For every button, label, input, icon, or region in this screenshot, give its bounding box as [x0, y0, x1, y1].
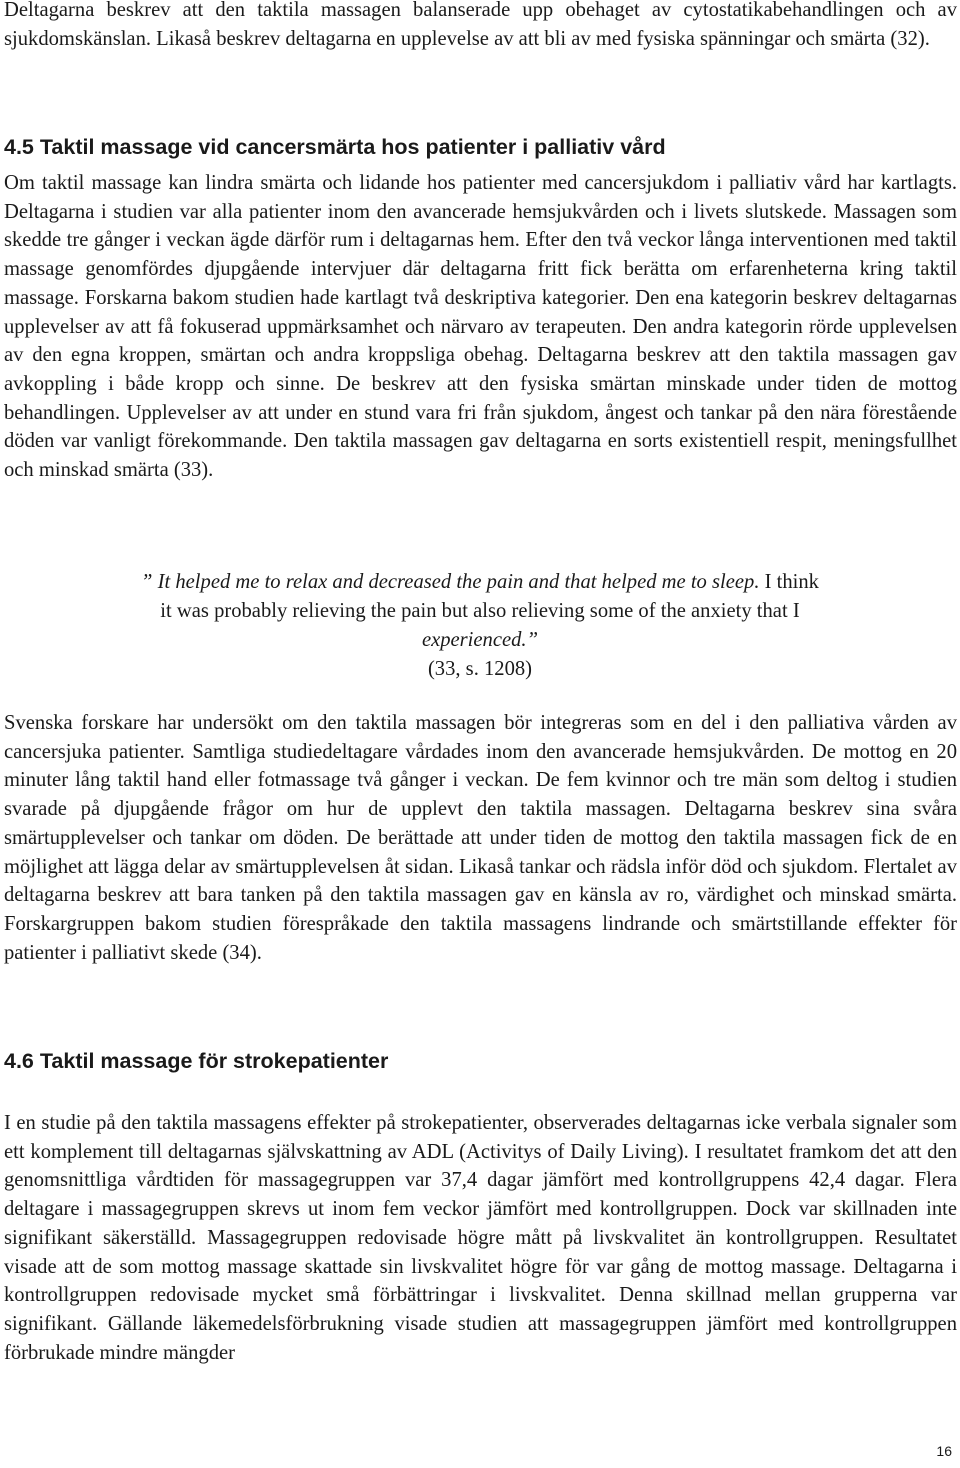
- quote-block: [0, 568, 960, 684]
- heading-4-5: 4.5 Taktil massage vid cancersmärta hos patienter i palliativ vård: [4, 135, 666, 159]
- quote-line-1: [0, 568, 960, 597]
- page-number: 16: [936, 1443, 952, 1459]
- quote-open-mark: ”: [141, 571, 153, 593]
- paragraph-section-4-5: Om taktil massage kan lindra smärta och lidande hos patienter med cancersjukdom i palliativ vård har kartlagts. Deltagarna i studien var alla patienter inom den avancerade hemsjukvården och i livets slutskede. Massagen som skedde tre gånger i veckan ägde därför rum i deltagarnas hem. Efter den två veckor långa interventionen med taktil massage genomfördes djupgående intervjuer där deltagarna fritt fick berätta om erfarenheterna kring taktil massage. Forskarna bakom studien hade kartlagt två deskriptiva kategorier. Den ena kategorin beskrev deltagarnas upplevelser av att få fokuserad uppmärksamhet och närvaro av terapeuten. Den andra kategorin rörde upplevelsen av den egna kroppen, smärtan och andra kroppsliga obehag. Deltagarna beskrev att den taktila massagen gav avkoppling i både kropp och sinne. De beskrev att den fysiska smärtan minskade under tiden de mottog behandlingen. Upplevelser av att under en stund vara fri från sjukdom, ångest och tankar på den nära förestående döden var vanligt förekommande. Den taktila massagen gav deltagarna en sorts existentiell respit, meningsfullhet och minskad smärta (33).: [4, 172, 957, 482]
- quote-line-3: [0, 626, 960, 655]
- paragraph-intro: Deltagarna beskrev att den taktila massagen balanserade upp obehaget av cytostatikabehandlingen och av sjukdomskänslan. Likaså beskrev deltagarna en upplevelse av att bli av med fysiska spänningar och smärta (32).: [4, 0, 957, 50]
- quote-line-2: it was probably relieving the pain but also relieving some of the anxiety that I: [160, 600, 800, 622]
- quote-citation: (33, s. 1208): [427, 658, 533, 680]
- heading-4-6: 4.6 Taktil massage för strokepatienter: [4, 1049, 389, 1073]
- paragraph-after-quote: Svenska forskare har undersökt om den taktila massagen bör integreras som en del i den palliativa vården av cancersjuka patienter. Samtliga studiedeltagare vårdades inom den avancerade hemsjukvården. De mottog en 20 minuter lång taktil hand eller fotmassage två gånger i veckan. De fem kvinnor och tre män som deltog i studien svarade på djupgående frågor om hur de upplevt den taktila massagen. Deltagarna beskrev sina svåra smärtupplevelser och tankar om döden. De berättade att under tiden de mottog den taktila massagen fick de en möjlighet att lägga delar av smärtupplevelsen åt sidan. Likaså tankar och rädsla inför död och sjukdom. Flertalet av deltagarna beskrev att bara tanken på den taktila massagen gav en känsla av ro, värdighet och minskad smärta. Forskargruppen bakom studien förespråkade den taktila massagens lindrande och smärtstillande effekter för patienter i palliativt skede (34).: [4, 712, 957, 964]
- quote-plain-1: I think: [764, 571, 819, 593]
- quote-italic-1: It helped me to relax and decreased the pain and that helped me to sleep.: [157, 571, 760, 593]
- quote-italic-3: experienced.: [421, 629, 527, 651]
- quote-close-mark: ”: [526, 629, 539, 651]
- paragraph-section-4-6: I en studie på den taktila massagens effekter på strokepatienter, observerades deltagarnas icke verbala signaler som ett komplement till deltagarnas självskattning av ADL (Activitys of Daily Living). I resultatet framkom det att den genomsnittliga vårdtiden för massagegruppen var 37,4 dagar jämfört med kontrollgruppens 42,4 dagar. Flera deltagare i massagegruppen skrevs ut inom fem veckor jämfört med kontrollgruppen. Dock var skillnaden inte signifikant säkerställd. Massagegruppen redovisade högre mått på livskvalitet än kontrollgruppen. Resultatet visade att de som mottog massage skattade sin livskvalitet högre för var gång de mottog massage. Deltagarna i kontrollgruppen redovisade mycket små förbättringar i livskvalitet. Denna skillnad mellan grupperna var signifikant. Gällande läkemedelsförbrukning visade studien att massagegruppen jämfört med kontrollgruppen förbrukade mindre mängder: [4, 1112, 957, 1364]
